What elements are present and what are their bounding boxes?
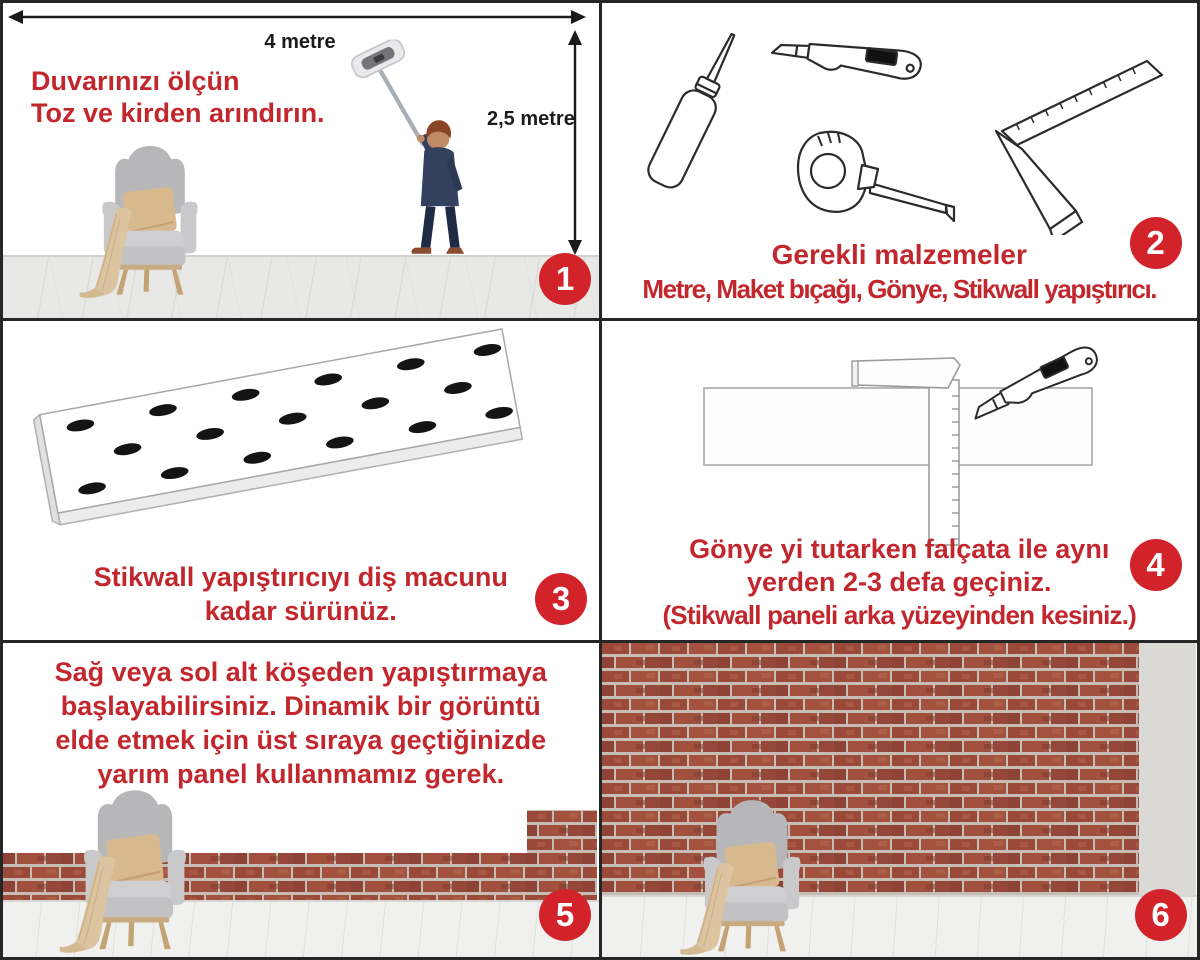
caption-line: Duvarınızı ölçün <box>31 66 240 96</box>
panel-3-caption <box>3 560 599 628</box>
adhesive-tube-icon <box>643 27 748 192</box>
caption-line: Gerekli malzemeler <box>771 239 1027 270</box>
panel-3-apply-adhesive <box>3 321 599 640</box>
panel-4-cut-panel <box>602 321 1198 640</box>
panel-4-caption <box>602 533 1198 632</box>
step-badge-4: 4 <box>1130 539 1182 591</box>
tape-measure-icon <box>798 132 954 221</box>
armchair-illustration <box>676 795 828 957</box>
caption-line: Stikwall yapıştırıcıyı diş macunu <box>93 562 508 592</box>
cutting-illustration <box>602 321 1196 561</box>
panel-1-caption <box>31 65 325 129</box>
caption-line: Toz ve kirden arındırın. <box>31 98 325 128</box>
step-badge-6: 6 <box>1135 889 1187 941</box>
panel-2-caption <box>602 237 1198 307</box>
caption-line: yarım panel kullanmamız gerek. <box>97 759 505 789</box>
tools-illustration <box>602 3 1196 235</box>
height-label: 2,5 metre <box>487 108 575 130</box>
panel-5-start-gluing <box>3 643 599 957</box>
step-badge-2: 2 <box>1130 217 1182 269</box>
panel-1-measure-and-clean <box>3 3 599 318</box>
adhesive-dots-panel-illustration <box>3 321 597 561</box>
width-label: 4 metre <box>264 31 336 53</box>
caption-line: Metre, Maket bıçağı, Gönye, Stikwall yapıştırıcı. <box>642 274 1157 304</box>
try-square-icon <box>996 61 1162 235</box>
panel-6-finished-wall <box>602 643 1198 957</box>
caption-line: yerden 2-3 defa geçiniz. <box>746 567 1052 597</box>
panel-2-required-tools <box>602 3 1198 318</box>
man-cleaning-wall-illustration <box>348 33 478 263</box>
caption-line: başlayabilirsiniz. Dinamik bir görüntü <box>60 691 541 721</box>
panel-5-caption <box>3 655 599 791</box>
step-badge-1: 1 <box>539 253 591 305</box>
caption-line: elde etmek için üst sıraya geçtiğinizde <box>55 725 547 755</box>
caption-line: (Stikwall paneli arka yüzeyinden kesiniz.) <box>662 600 1137 630</box>
width-arrow <box>8 7 586 27</box>
caption-line: kadar sürünüz. <box>204 596 397 626</box>
utility-knife-icon <box>770 33 922 82</box>
step-badge-3: 3 <box>535 573 587 625</box>
height-arrow <box>563 30 587 255</box>
armchair-illustration <box>55 785 215 956</box>
caption-line: Sağ veya sol alt köşeden yapıştırmaya <box>54 657 547 687</box>
armchair-illustration <box>75 141 225 301</box>
step-badge-5: 5 <box>539 889 591 941</box>
caption-line: Gönye yi tutarken falçata ile aynı <box>689 534 1110 564</box>
